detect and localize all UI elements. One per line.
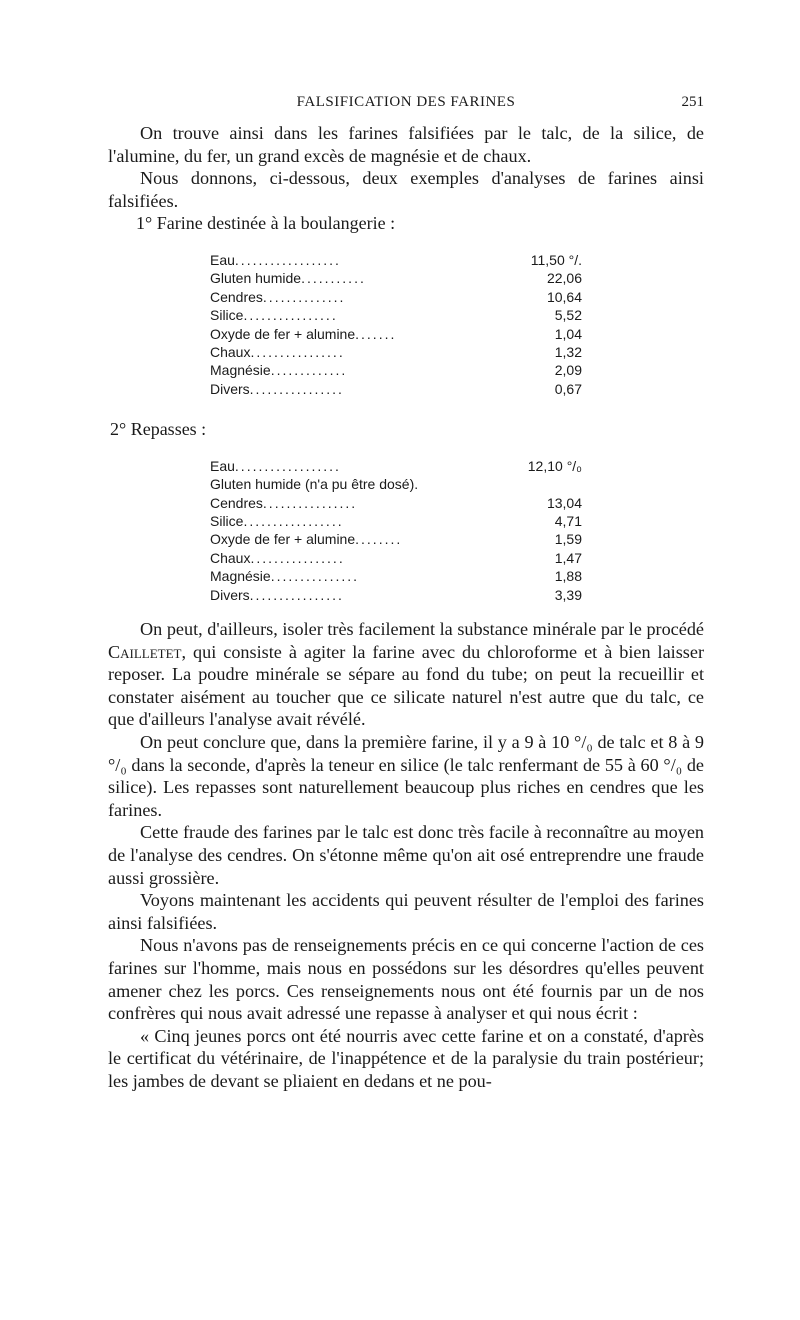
row-label: Cendres (210, 288, 263, 305)
paragraph-cailletet-end: , qui consiste à agiter la farine avec du chloroforme et à bien laisser reposer. La poudre minérale se sépare au fond du tube; on peut la recueillir et constater aisément au toucher que ce silicate naturel n'est autre que du talc, ce que d'ailleurs l'analyse avait révélé. (108, 641, 704, 730)
row-label: Eau (210, 457, 235, 474)
table-row (210, 475, 600, 493)
row-value: 13,04 (546, 494, 582, 511)
analysis-2-table (210, 457, 600, 604)
row-label: Magnésie (210, 362, 271, 379)
table-row (210, 306, 600, 324)
row-value: 1,47 (554, 549, 582, 566)
leader-dots: ................ (243, 307, 338, 324)
leader-dots: ................ (250, 344, 345, 360)
row-label: Magnésie (210, 568, 271, 585)
leader-dots: ........... (301, 270, 366, 287)
leader-dots: .................. (234, 251, 341, 268)
leader-dots: ................. (243, 513, 344, 530)
row-value: 4,71 (554, 513, 582, 530)
row-value: 11,50 °/. (530, 251, 582, 268)
paragraph-cailletet (108, 618, 704, 731)
row-label: Cendres (210, 494, 263, 511)
leader-dots: ............... (270, 568, 360, 585)
row-label: Eau (210, 251, 235, 268)
table-row (210, 343, 600, 361)
row-label: Silice (210, 307, 244, 324)
table-row (210, 494, 600, 512)
table-row (210, 361, 600, 379)
row-label: Gluten humide (210, 270, 302, 287)
leader-dots: ............. (270, 362, 348, 379)
row-label: Chaux (210, 344, 251, 360)
paragraph-intro-2: Nous donnons, ci-dessous, deux exemples d'analyses de farines ainsi falsifiées. (108, 168, 704, 211)
row-value: 2,09 (554, 362, 582, 379)
analysis-1-table (210, 251, 600, 398)
page (108, 88, 704, 1093)
table-row (210, 549, 600, 567)
table-row (210, 380, 600, 398)
row-value: 1,32 (554, 344, 582, 360)
table-row (210, 288, 600, 306)
leader-dots: ................ (249, 586, 344, 603)
table-row (210, 457, 600, 475)
row-value: 3,39 (554, 586, 582, 603)
table-row (210, 530, 600, 548)
leader-dots: ....... (355, 325, 397, 342)
paragraph-conclusion: On peut conclure que, dans la première farine, il y a 9 à 10 °/₀ de talc et 8 à 9 °/₀ dans la seconde, d'après la teneur en silice (le talc renfermant de 55 à 60 °/₀ de silice). Les repasses sont naturellement beaucoup plus riches en cendres que les farines. (108, 732, 704, 820)
paragraph-quote: « Cinq jeunes porcs ont été nourris avec cette farine et on a constaté, d'après le certificat du vétérinaire, de l'inappétence et de la paralysie du train postérieur; les jambes de devant se pliaient en dedans et ne pou- (108, 1025, 704, 1091)
analysis-1-heading: 1° Farine destinée à la boulangerie : (136, 213, 396, 234)
leader-dots: .................. (234, 457, 341, 474)
row-value: 1,88 (554, 568, 582, 585)
table-row (210, 586, 600, 604)
table-row (210, 325, 600, 343)
leader-dots: .............. (262, 288, 346, 305)
row-label: Divers (210, 586, 250, 603)
page-header (108, 88, 704, 122)
row-label: Silice (210, 513, 244, 530)
row-value: 1,04 (554, 325, 582, 342)
row-value: 22,06 (546, 270, 582, 287)
row-value: 0,67 (554, 380, 582, 397)
table-row (210, 567, 600, 585)
row-label: Oxyde de fer + alumine (210, 531, 356, 548)
row-value: 12,10 °/₀ (527, 457, 582, 474)
row-value: 1,59 (554, 531, 582, 548)
leader-dots: ........ (355, 531, 403, 548)
row-label: Oxyde de fer + alumine (210, 325, 356, 342)
table-row (210, 269, 600, 287)
leader-dots: ................ (262, 494, 358, 511)
paragraph-accidents: Voyons maintenant les accidents qui peuvent résulter de l'emploi des farines ainsi falsifiées. (108, 890, 704, 933)
table-row (210, 251, 600, 269)
paragraph-cailletet-start: On peut, d'ailleurs, isoler très facilement la substance minérale par le procédé (140, 619, 704, 640)
row-label: Chaux (210, 549, 251, 566)
row-label: Divers (210, 380, 250, 397)
row-value: 5,52 (554, 307, 582, 324)
analysis-2-heading: 2° Repasses : (110, 419, 207, 440)
row-label: Gluten humide (n'a pu être dosé). (210, 476, 419, 493)
row-value (510, 475, 600, 493)
table-row (210, 512, 600, 530)
leader-dots: ................ (250, 549, 345, 566)
paragraph-intro-1: On trouve ainsi dans les farines falsifiées par le talc, de la silice, de l'alumine, du fer, un grand excès de magnésie et de chaux. (108, 123, 704, 166)
paragraph-information: Nous n'avons pas de renseignements précis en ce qui concerne l'action de ces farines sur l'homme, mais nous en possédons sur les désordres qu'elles peuvent amener chez les porcs. Ces renseignements nous ont été fournis par un de nos confrères qui nous avait adressé une repasse à analyser et qui nous écrit : (108, 935, 704, 1024)
author-name: Cailletet (108, 641, 182, 662)
leader-dots: ................ (249, 380, 344, 397)
row-value: 10,64 (546, 288, 582, 305)
running-title: FALSIFICATION DES FARINES (296, 94, 516, 110)
page-number: 251 (681, 94, 704, 110)
paragraph-fraud: Cette fraude des farines par le talc est donc très facile à reconnaître au moyen de l'analyse des cendres. On s'étonne même qu'on ait osé entreprendre une fraude aussi grossière. (108, 822, 704, 888)
